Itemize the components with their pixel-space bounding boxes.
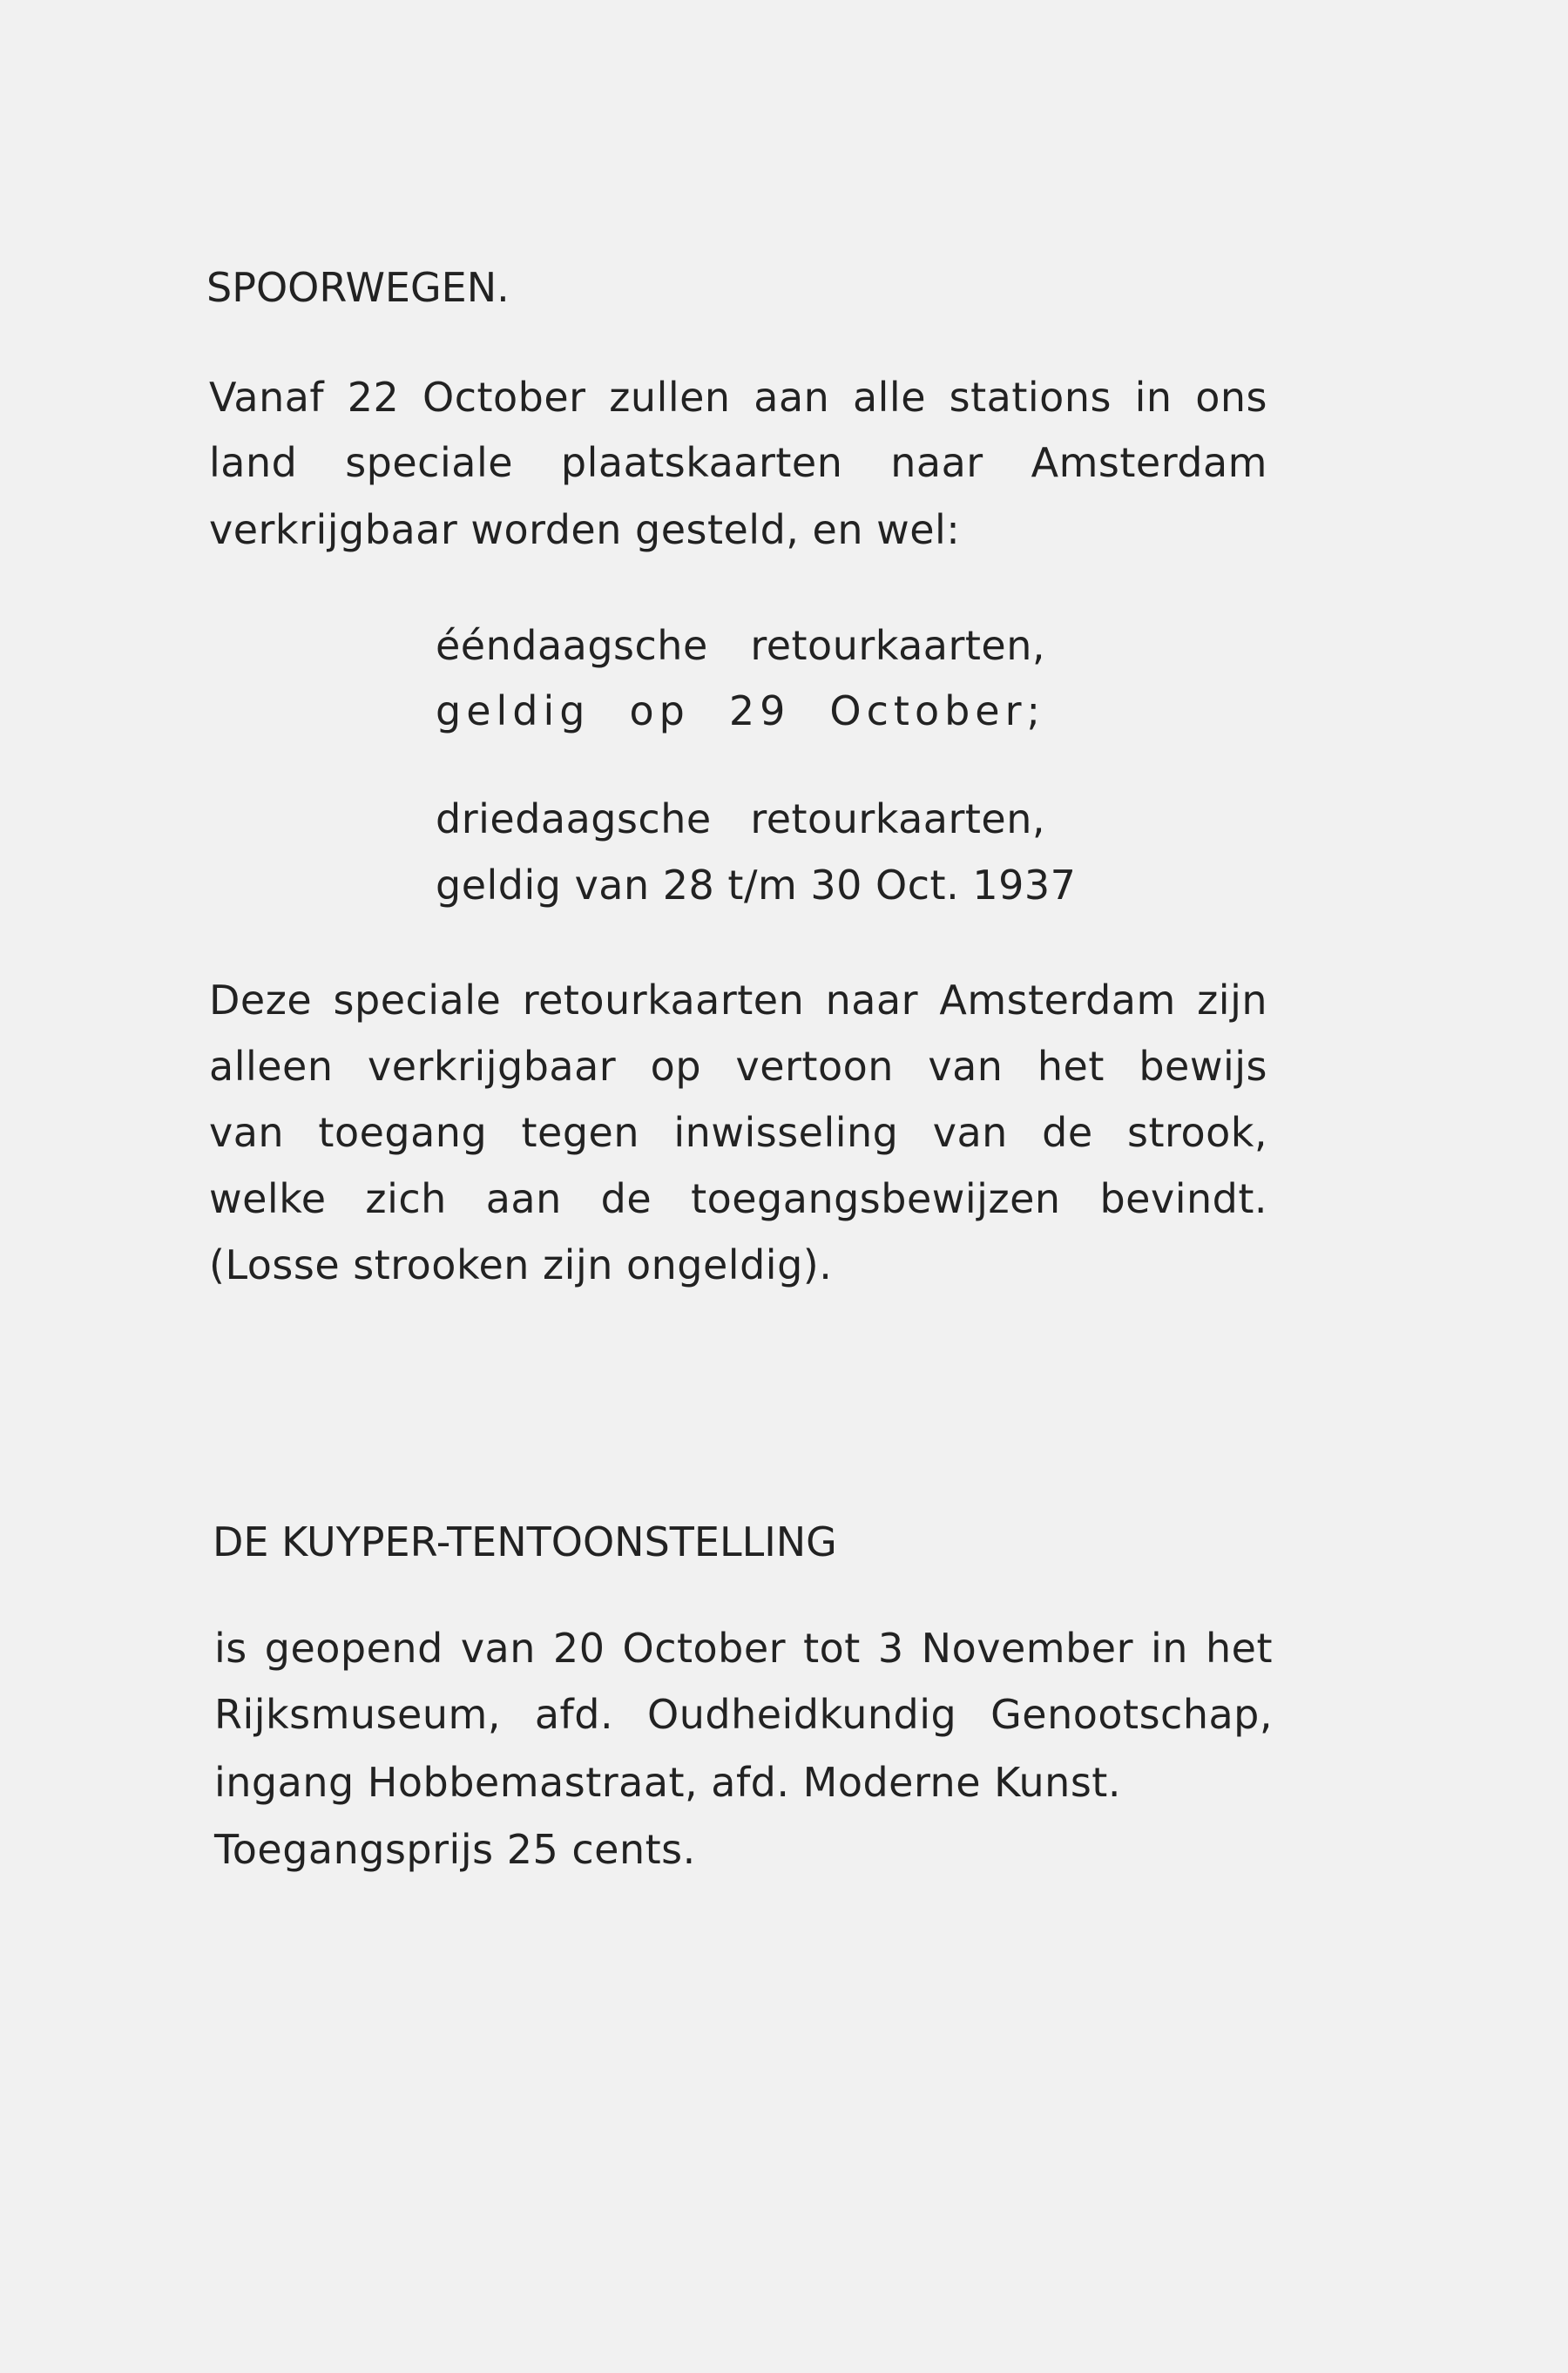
- conditions-line-2: alleen verkrijgbaar op vertoon van het bewijs: [209, 1043, 1267, 1090]
- exhibition-line-2: Rijksmuseum, afd. Oudheidkundig Genootschap,: [214, 1691, 1273, 1738]
- ticket-three-day-line-2: geldig van 28 t/m 30 Oct. 1937: [436, 862, 1077, 909]
- exhibition-line-3: ingang Hobbemastraat, afd. Moderne Kunst.: [214, 1759, 1121, 1806]
- exhibition-line-1: is geopend van 20 October tot 3 November in het: [214, 1625, 1273, 1672]
- railways-intro-line-2: land speciale plaatskaarten naar Amsterdam: [209, 439, 1267, 486]
- ticket-one-day-line-2: geldig op 29 October;: [436, 687, 1045, 734]
- conditions-line-3: van toegang tegen inwisseling van de strook,: [209, 1109, 1267, 1156]
- exhibition-line-4: Toegangsprijs 25 cents.: [214, 1826, 696, 1873]
- ticket-one-day-line-1: ééndaagsche retourkaarten,: [436, 622, 1045, 669]
- conditions-line-1: Deze speciale retourkaarten naar Amsterdam zijn: [209, 977, 1267, 1024]
- railways-intro-line-3: verkrijgbaar worden gesteld, en wel:: [209, 506, 961, 553]
- conditions-line-4: welke zich aan de toegangsbewijzen bevindt.: [209, 1175, 1267, 1222]
- ticket-three-day-line-1: driedaagsche retourkaarten,: [436, 795, 1045, 842]
- railways-heading: SPOORWEGEN.: [206, 264, 510, 311]
- railways-intro-line-1: Vanaf 22 October zullen aan alle stations in ons: [209, 374, 1267, 421]
- conditions-line-5: (Losse strooken zijn ongeldig).: [209, 1241, 833, 1288]
- exhibition-heading: DE KUYPER-TENTOONSTELLING: [213, 1518, 837, 1565]
